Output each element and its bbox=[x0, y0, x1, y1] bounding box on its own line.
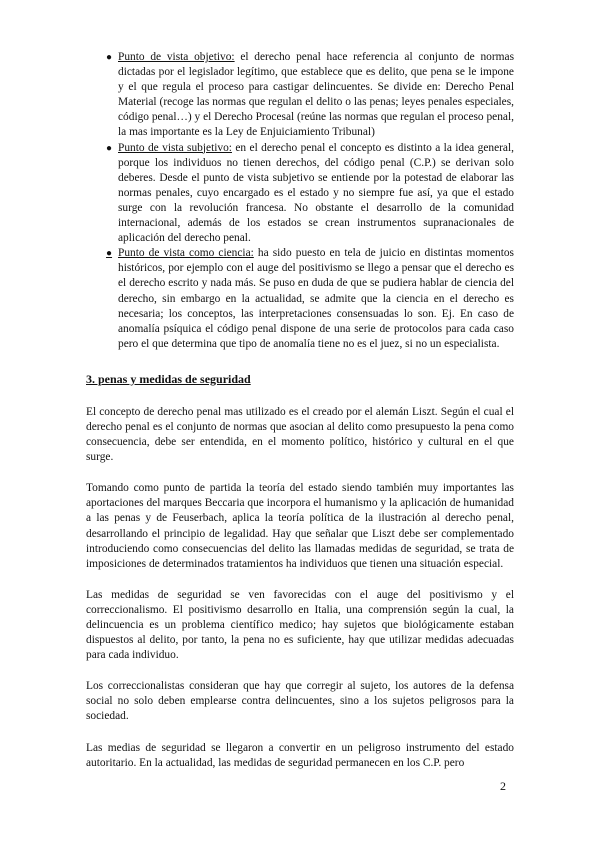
bullet-objetivo bbox=[86, 50, 514, 141]
bullet-term: Punto de vista como ciencia: bbox=[118, 247, 254, 260]
section-title: 3. penas y medidas de seguridad bbox=[86, 371, 251, 386]
bullet-subjetivo bbox=[86, 141, 514, 247]
bullet-ciencia bbox=[86, 246, 514, 352]
bullet-dot-icon: ● bbox=[106, 52, 113, 63]
bullet-term: Punto de vista objetivo: bbox=[118, 51, 235, 63]
bullet-list bbox=[86, 50, 514, 352]
page-content bbox=[86, 50, 514, 787]
bullet-text: en el derecho penal el concepto es distinto a la idea general, porque los individuos no tienen derechos, del código penal (C.P.) se derivan solo deberes. Desde el punto de vista subjetivo se entiende por la potestad de elaborar las normas penales, cuyo encargado es el estado y no siempre fue así, ya que el estado surge con la revolución francesa. No obstante el desarrollo de la comunidad internacional, además de los estados se crean instrumentos supranacionales de aplicación del derecho penal. bbox=[118, 141, 514, 245]
bullet-dot-icon: ● bbox=[106, 142, 113, 154]
paragraph: Las medidas de seguridad se ven favorecidas con el auge del positivismo y el correccionalismo. El positivismo desarrollo en Italia, una comprensión según la cual, la delincuencia es un problema científico medico; hay sujetos que biológicamente estaban dispuestos al delito, por tanto, la pena no es suficiente, hay que utilizar medidas adecuadas para cada individuo. bbox=[86, 588, 514, 662]
paragraph: El concepto de derecho penal mas utilizado es el creado por el alemán Liszt. Según el cual el derecho penal es el conjunto de normas que asocian al delito como presupuesto la pena como consecuencia, debe ser entendida, en el momento político, histórico y cultural en el que surge. bbox=[86, 405, 514, 464]
paragraph: Tomando como punto de partida la teoría del estado siendo también muy importantes las aportaciones del marques Beccaria que incorpora el humanismo y la aplicación de humanidad a las penas y de Feuserbach, aplica la teoría política de la ilustración al derecho penal, desarrollando el principio de legalidad. Hay que señalar que Liszt debe ser complementado introduciendo como consecuencias del delito las llamadas medidas de seguridad, se trata de imposiciones de determinados tratamientos ha individuos que tienen una situación especial. bbox=[86, 482, 514, 570]
paragraph: Las medias de seguridad se llegaron a convertir en un peligroso instrumento del estado autoritario. En la actualidad, las medidas de seguridad permanecen en los C.P. pero bbox=[86, 741, 514, 769]
paragraph: Los correccionalistas consideran que hay que corregir al sujeto, los autores de la defensa social no solo deben emplearse contra delincuentes, sino a los sujetos peligrosos para la sociedad. bbox=[86, 680, 514, 723]
bullet-text: ha sido puesto en tela de juicio en distintas momentos históricos, por ejemplo con el auge del positivismo se llego a pensar que el derecho es el derecho escrito y nada más. Se puso en duda de que se pudiera hablar de ciencia del derecho, sin embargo en la actualidad, se admite que la ciencia en el derecho es necesaria; los conceptos, las interpretaciones consensuadas lo son. Ej. En caso de anomalía psíquica el código penal dispone de una serie de protocolos para cada caso pero el que determina que tipo de anomalía tiene no es el juez, si no un especialista. bbox=[118, 247, 514, 350]
page-number: 2 bbox=[500, 779, 506, 793]
bullet-dot-icon: ● bbox=[106, 248, 113, 260]
bullet-text: el derecho penal hace referencia al conjunto de normas dictadas por el legislador legítimo, que establece que es delito, que pena se le impone y el que regula el proceso para castigar delincuentes. Se divide en: Derecho Penal Material (recoge las normas que regulan el delito o las penas; leyes penales especiales, código penal…) y el Derecho Procesal (reúne las normas que regulan el proceso penal, la mas importante es la Ley de Enjuiciamiento Tribunal) bbox=[118, 51, 514, 139]
bullet-term: Punto de vista subjetivo: bbox=[118, 141, 232, 154]
